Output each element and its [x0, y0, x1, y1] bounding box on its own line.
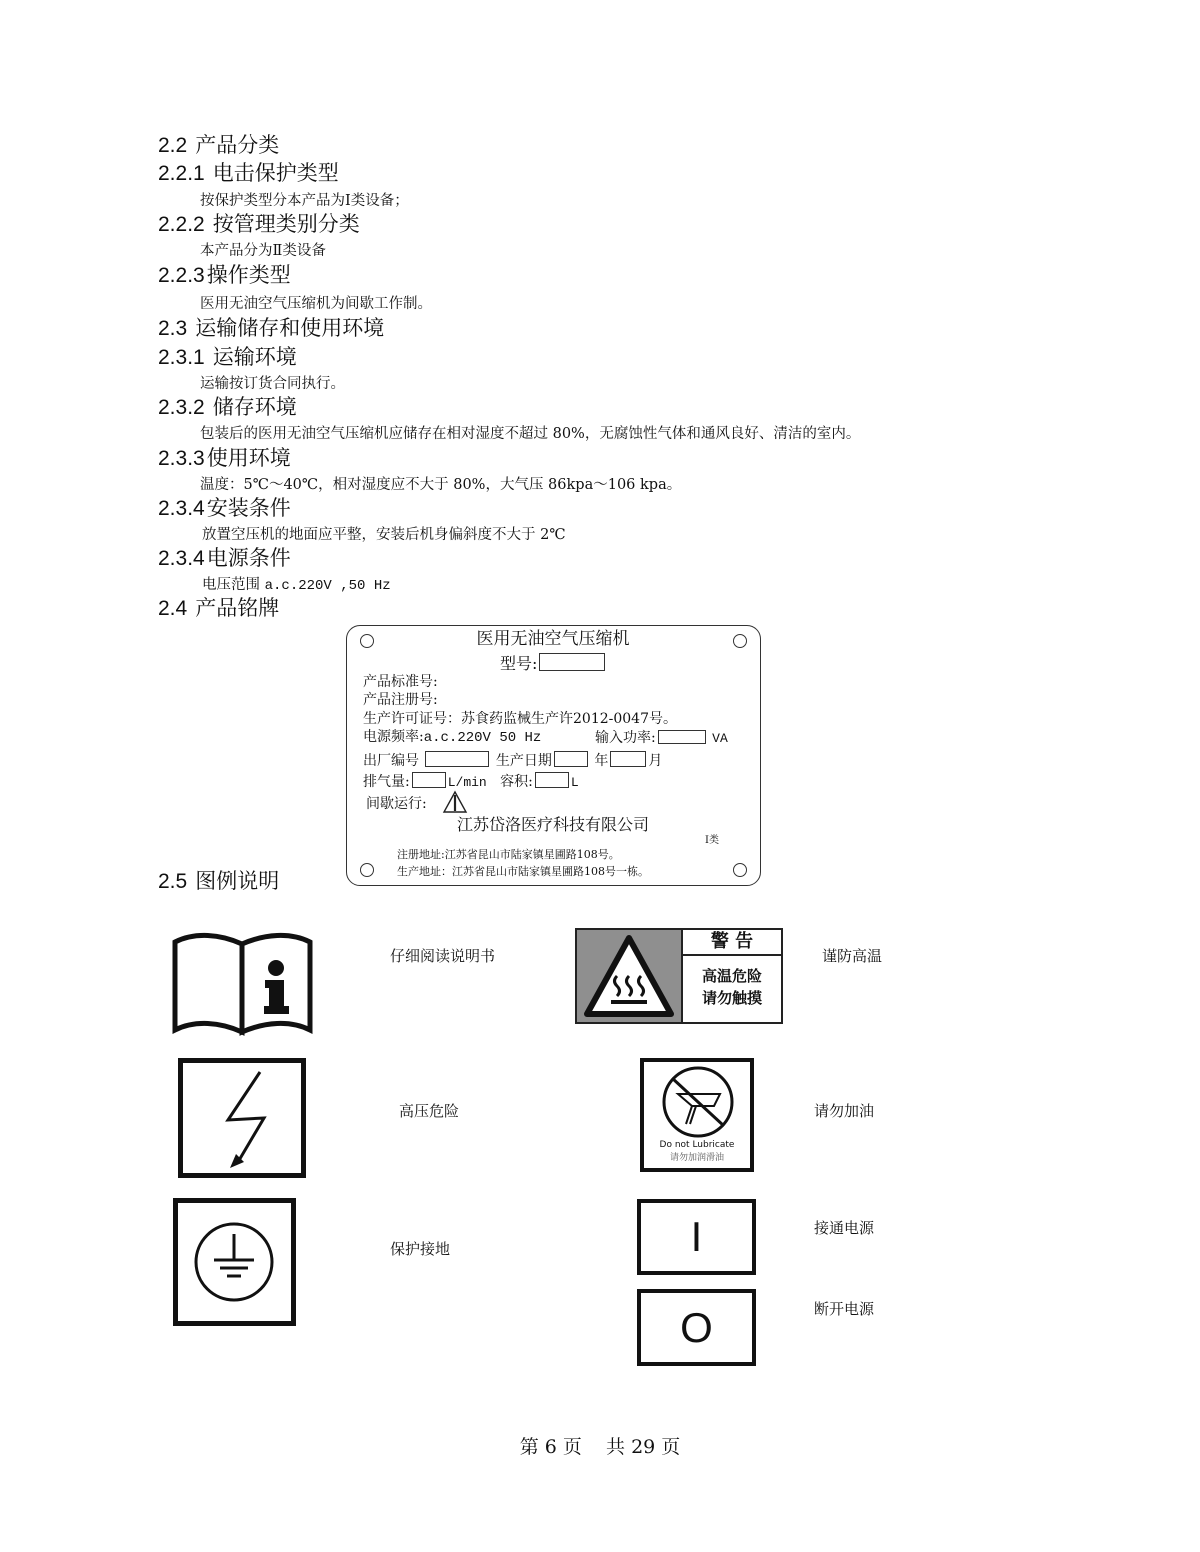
- nameplate-standard: 产品标准号:: [363, 674, 438, 690]
- power-on-caption: 接通电源: [814, 1219, 875, 1237]
- read-manual-caption: 仔细阅读说明书: [390, 947, 496, 965]
- hot-surface-caption: 谨防高温: [822, 947, 883, 965]
- heading-2-3-3: 2.3.3使用环境: [158, 447, 291, 470]
- heading-2-3: 2.3 运输储存和使用环境: [158, 317, 385, 340]
- heading-2-3-2: 2.3.2 储存环境: [158, 396, 297, 419]
- heading-2-3-4-power: 2.3.4电源条件: [158, 547, 291, 570]
- nameplate-intermittent: 间歇运行:: [366, 796, 427, 812]
- caution-triangle-icon: [442, 790, 468, 814]
- no-oil-icon: [652, 1064, 744, 1140]
- high-voltage-icon: [178, 1058, 306, 1178]
- heading-2-4: 2.4 产品铭牌: [158, 597, 280, 620]
- power-on-symbol: I: [637, 1199, 756, 1275]
- body-2-2-1: 按保护类型分本产品为Ⅰ类设备；: [200, 193, 409, 209]
- nameplate-class-mark: Ⅰ类: [705, 835, 719, 846]
- date-field: [554, 751, 588, 767]
- heading-2-3-1: 2.3.1 运输环境: [158, 346, 297, 369]
- nameplate-register: 产品注册号:: [363, 692, 438, 708]
- mount-hole-icon: [360, 863, 374, 877]
- body-2-2-2: 本产品分为Ⅱ类设备: [200, 243, 326, 259]
- no-oil-english: Do not Lubricate: [659, 1140, 735, 1150]
- read-manual-icon: [170, 928, 315, 1038]
- power-off-symbol: O: [637, 1289, 756, 1366]
- serial-field: [425, 751, 489, 767]
- heading-2-3-4-install: 2.3.4安装条件: [158, 497, 291, 520]
- body-2-3-3: 温度：5℃～40℃，相对湿度应不大于 80%，大气压 86kpa～106 kpa。: [200, 477, 682, 493]
- nameplate-company: 江苏岱洛医疗科技有限公司: [456, 815, 649, 834]
- model-field: [539, 653, 605, 671]
- heading-2-5: 2.5 图例说明: [158, 870, 280, 893]
- body-2-3-1: 运输按订货合同执行。: [200, 376, 345, 392]
- page-footer: 第 6 页 共 29 页: [519, 1436, 681, 1458]
- power-off-caption: 断开电源: [814, 1300, 875, 1318]
- high-voltage-caption: 高压危险: [399, 1102, 460, 1120]
- body-2-3-4-power: 电压范围 a.c.220V ,50 Hz: [202, 577, 391, 594]
- warning-line-1: 高温危险: [701, 967, 762, 985]
- year-field: [610, 751, 646, 767]
- nameplate-input-power: 输入功率: VA: [595, 730, 728, 746]
- protective-ground-caption: 保护接地: [390, 1240, 451, 1258]
- body-2-3-2: 包装后的医用无油空气压缩机应储存在相对湿度不超过 80%，无腐蚀性气体和通风良好、清洁的室内。: [200, 426, 861, 442]
- nameplate-flow-volume: 排气量: L/min 容积: L: [363, 774, 579, 790]
- nameplate-license: 生产许可证号：苏食药监械生产许2012-0047号。: [363, 711, 677, 727]
- warning-line-2: 请勿触摸: [701, 989, 762, 1007]
- heading-2-2: 2.2 产品分类: [158, 134, 280, 157]
- nameplate-serial-date: 出厂编号 生产日期 年 月: [363, 753, 663, 769]
- no-oil-sign: [640, 1058, 754, 1172]
- nameplate-model: 型号:: [500, 653, 607, 674]
- heading-2-2-2: 2.2.2 按管理类别分类: [158, 213, 360, 236]
- body-2-3-4-install: 放置空压机的地面应平整，安装后机身偏斜度不大于 2℃: [202, 527, 566, 543]
- hot-surface-warning-sign: [575, 928, 783, 1024]
- heading-2-2-3: 2.2.3操作类型: [158, 264, 291, 287]
- nameplate-prod-address: 生产地址：江苏省昆山市陆家镇星圃路108号一栋。: [397, 865, 649, 878]
- no-oil-caption: 请勿加油: [814, 1102, 875, 1120]
- nameplate-reg-address: 注册地址:江苏省昆山市陆家镇星圃路108号。: [397, 848, 620, 861]
- mount-hole-icon: [733, 863, 747, 877]
- product-nameplate: [346, 625, 761, 886]
- nameplate-title: 医用无油空气压缩机: [476, 629, 630, 649]
- hot-surface-icon: [581, 932, 677, 1020]
- heading-2-2-1: 2.2.1 电击保护类型: [158, 162, 339, 185]
- input-power-field: [658, 730, 706, 744]
- body-2-2-3: 医用无油空气压缩机为间歇工作制。: [200, 296, 432, 312]
- protective-ground-icon: [173, 1198, 296, 1326]
- warning-header: 警 告: [710, 931, 754, 952]
- nameplate-power-freq: 电源频率:a.c.220V 50 Hz: [363, 729, 542, 746]
- flow-field: [412, 772, 446, 788]
- volume-field: [535, 772, 569, 788]
- no-oil-chinese-small: 请勿加润滑油: [669, 1153, 724, 1163]
